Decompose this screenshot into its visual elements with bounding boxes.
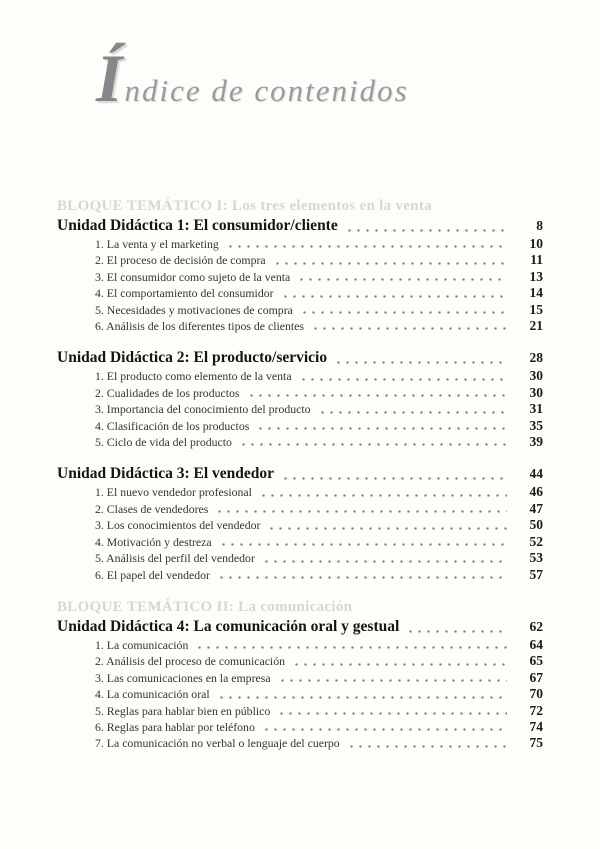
toc-block-2 <box>57 597 543 752</box>
toc-unit-1 <box>57 216 543 334</box>
dot-leader <box>318 401 507 417</box>
dot-leader <box>299 368 507 384</box>
toc-item <box>95 236 543 252</box>
dot-leader <box>300 302 507 318</box>
dot-leader <box>267 517 507 533</box>
toc-unit-page-number: 28 <box>529 350 543 366</box>
toc-unit-heading: Unidad Didáctica 1: El consumidor/cliente <box>57 217 338 234</box>
toc-item-label: 4. La comunicación oral <box>95 687 210 702</box>
toc-item <box>95 418 543 434</box>
toc-item-label: 7. La comunicación no verbal o lenguaje del cuerpo <box>95 736 340 751</box>
dot-leader <box>259 484 507 500</box>
toc-item-page-number: 47 <box>529 500 543 516</box>
toc-item-label: 5. Análisis del perfil del vendedor <box>95 551 255 566</box>
toc-item-label: 2. Análisis del proceso de comunicación <box>95 654 286 669</box>
toc-unit-2-heading-row <box>57 348 543 368</box>
toc-unit-heading: Unidad Didáctica 2: El producto/servicio <box>57 349 328 367</box>
toc-item-label: 3. Las comunicaciones en la empresa <box>95 670 271 685</box>
toc-item-page-number: 57 <box>529 566 543 582</box>
toc-item <box>95 567 543 583</box>
toc-unit-4 <box>57 617 543 752</box>
toc-item <box>95 653 543 669</box>
toc-unit-2 <box>57 348 543 450</box>
dot-leader <box>334 348 507 368</box>
toc-item-page-number: 13 <box>529 268 543 284</box>
toc-item-label: 2. Clases de vendedores <box>95 501 209 516</box>
toc-item-label: 6. Análisis de los diferentes tipos de clientes <box>95 319 305 334</box>
toc-item-label: 2. Cualidades de los productos <box>95 385 240 400</box>
toc-item-label: 2. El proceso de decisión de compra <box>95 253 266 268</box>
toc-item <box>95 302 543 318</box>
toc-unit-3 <box>57 464 543 582</box>
title-drop-cap: Í <box>96 40 123 116</box>
toc-unit-1-heading-row <box>57 216 543 236</box>
toc-item-label: 1. El producto como elemento de la venta <box>95 369 292 384</box>
toc-item <box>95 719 543 735</box>
toc-item <box>95 670 543 686</box>
toc-item <box>95 434 543 450</box>
toc-unit-page-number: 62 <box>529 618 543 634</box>
dot-leader <box>281 464 507 484</box>
toc-item <box>95 385 543 401</box>
dot-leader <box>247 385 508 401</box>
toc-item <box>95 550 543 566</box>
dot-leader <box>347 735 507 751</box>
toc-item <box>95 534 543 550</box>
dot-leader <box>217 686 507 702</box>
toc-item-label: 1. La venta y el marketing <box>95 237 219 251</box>
toc-item <box>95 686 543 702</box>
toc-item-page-number: 65 <box>529 653 543 669</box>
toc-unit-heading: Unidad Didáctica 4: La comunicación oral y gestual <box>57 617 400 635</box>
toc-item <box>95 637 543 653</box>
toc-item-label: 3. Importancia del conocimiento del producto <box>95 402 311 417</box>
toc-unit-3-heading-row <box>57 464 543 484</box>
dot-leader <box>215 501 507 517</box>
toc-item <box>95 517 543 533</box>
toc-item-page-number: 75 <box>529 735 543 751</box>
toc-item-page-number: 53 <box>529 550 543 566</box>
toc-item-page-number: 11 <box>530 252 543 268</box>
toc-item-page-number: 64 <box>529 636 543 652</box>
toc-item-page-number: 10 <box>529 236 543 251</box>
toc-item-page-number: 52 <box>529 533 543 549</box>
dot-leader <box>278 670 507 686</box>
toc-block-2-label: BLOQUE TEMÁTICO II: La comunicación <box>57 598 353 615</box>
toc-item <box>95 703 543 719</box>
toc-item <box>95 401 543 417</box>
toc-item-label: 4. Clasificación de los productos <box>95 418 250 433</box>
toc-item-page-number: 35 <box>529 417 543 433</box>
dot-leader <box>277 703 507 719</box>
toc-item-label: 1. El nuevo vendedor profesional <box>95 485 252 500</box>
toc-item-label: 6. Reglas para hablar por teléfono <box>95 719 255 734</box>
toc-item-page-number: 67 <box>529 669 543 685</box>
dot-leader <box>262 550 507 566</box>
toc-item-page-number: 46 <box>529 484 543 500</box>
toc-item-page-number: 14 <box>529 285 543 301</box>
dot-leader <box>406 617 507 637</box>
toc-item <box>95 484 543 500</box>
dot-leader <box>256 418 507 434</box>
toc-item <box>95 368 543 384</box>
dot-leader <box>226 236 507 252</box>
toc-unit-page-number: 8 <box>536 218 543 233</box>
title-text: ndice de contenidos <box>124 73 409 108</box>
toc-item-page-number: 31 <box>529 401 543 417</box>
toc-item-page-number: 74 <box>529 718 543 734</box>
toc-item-page-number: 15 <box>529 301 543 317</box>
toc-item-page-number: 70 <box>529 686 543 702</box>
dot-leader <box>219 534 507 550</box>
toc-item-label: 4. Motivación y destreza <box>95 534 212 549</box>
toc-item-page-number: 30 <box>529 384 543 400</box>
toc-item <box>95 252 543 268</box>
toc-unit-4-heading-row <box>57 617 543 637</box>
page-title <box>96 40 409 116</box>
dot-leader <box>239 434 507 450</box>
toc-item-label: 4. El comportamiento del consumidor <box>95 286 274 301</box>
toc-unit-heading: Unidad Didáctica 3: El vendedor <box>57 465 275 483</box>
toc-item-page-number: 72 <box>529 702 543 718</box>
toc-item-label: 5. Ciclo de vida del producto <box>95 435 232 450</box>
dot-leader <box>273 252 507 268</box>
toc-item-label: 3. El consumidor como sujeto de la venta <box>95 269 291 284</box>
toc-item-page-number: 50 <box>529 517 543 533</box>
dot-leader <box>292 653 507 669</box>
toc-item <box>95 501 543 517</box>
toc-item-page-number: 39 <box>529 434 543 450</box>
toc-item <box>95 318 543 334</box>
dot-leader <box>195 637 507 653</box>
toc-item-label: 5. Necesidades y motivaciones de compra <box>95 302 293 317</box>
dot-leader <box>217 567 507 583</box>
dot-leader <box>311 318 507 334</box>
dot-leader <box>281 285 507 301</box>
toc-item <box>95 735 543 751</box>
toc-item-label: 1. La comunicación <box>95 637 189 652</box>
toc-item-page-number: 21 <box>529 318 543 334</box>
dot-leader <box>345 216 507 236</box>
dot-leader <box>297 269 507 285</box>
toc-block-1-label: BLOQUE TEMÁTICO I: Los tres elementos en la venta <box>57 198 432 214</box>
table-of-contents <box>57 196 543 766</box>
dot-leader <box>262 719 507 735</box>
toc-item-label: 5. Reglas para hablar bien en público <box>95 703 271 718</box>
toc-block-1 <box>57 196 543 583</box>
toc-item-page-number: 30 <box>529 368 543 384</box>
toc-item <box>95 285 543 301</box>
toc-unit-page-number: 44 <box>529 466 543 482</box>
toc-item-label: 6. El papel del vendedor <box>95 567 210 582</box>
toc-item-label: 3. Los conocimientos del vendedor <box>95 518 261 533</box>
toc-item <box>95 269 543 285</box>
